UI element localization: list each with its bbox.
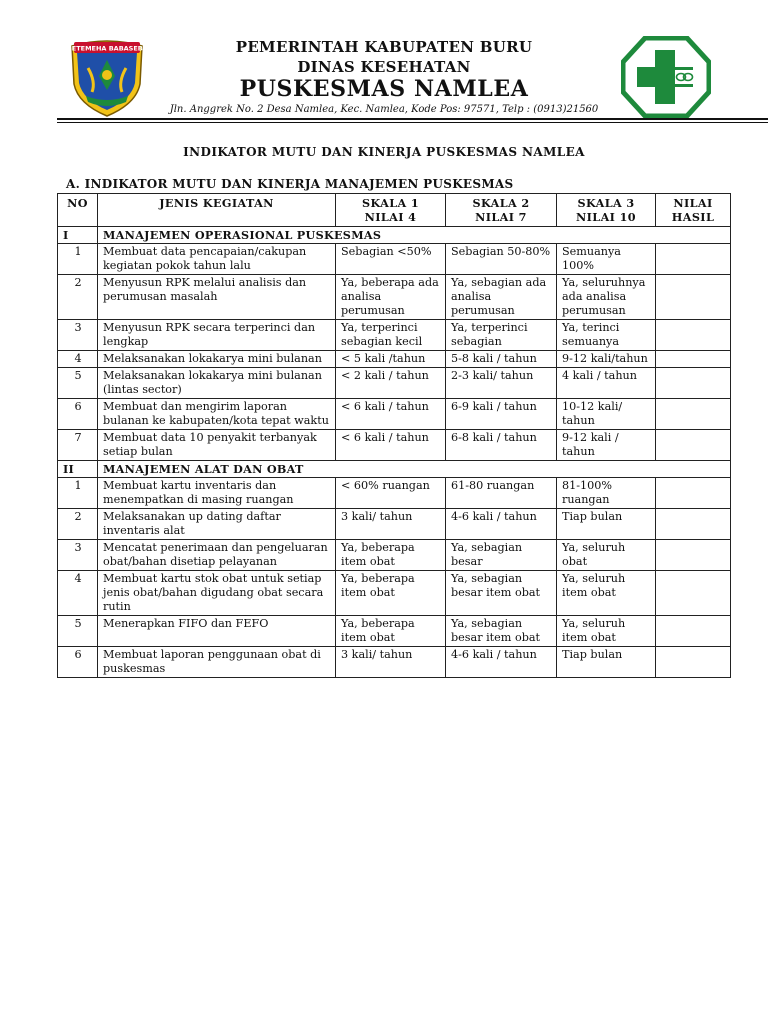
cell-no: 5 [58, 616, 98, 647]
cell-nilai-hasil [656, 430, 731, 461]
cell-skala-3: Tiap bulan [557, 509, 656, 540]
cell-skala-1: 3 kali/ tahun [336, 647, 446, 678]
indicator-table [57, 193, 731, 678]
cell-skala-1: < 6 kali / tahun [336, 399, 446, 430]
header-no: NO [58, 194, 98, 227]
cell-nilai-hasil [656, 320, 731, 351]
table-row [58, 275, 731, 320]
table-row [58, 509, 731, 540]
cell-kegiatan: Melaksanakan lokakarya mini bulanan [98, 351, 336, 368]
letterhead-divider-thin [57, 122, 768, 123]
cell-no: 4 [58, 351, 98, 368]
cell-kegiatan: Melaksanakan lokakarya mini bulanan (lintas sector) [98, 368, 336, 399]
document-title: INDIKATOR MUTU DAN KINERJA PUSKESMAS NAMLEA [183, 145, 585, 159]
cell-skala-2: 6-8 kali / tahun [446, 430, 557, 461]
cell-skala-1: Ya, beberapa item obat [336, 540, 446, 571]
cell-no: 1 [58, 244, 98, 275]
cell-no: 2 [58, 509, 98, 540]
cell-kegiatan: Membuat kartu stok obat untuk setiap jenis obat/bahan digudang obat secara rutin [98, 571, 336, 616]
cell-skala-3: Ya, seluruh item obat [557, 571, 656, 616]
cell-skala-2: 4-6 kali / tahun [446, 509, 557, 540]
letterhead [0, 0, 768, 125]
cell-nilai-hasil [656, 509, 731, 540]
section-heading: MANAJEMEN OPERASIONAL PUSKESMAS [98, 227, 731, 244]
header-skala-3: SKALA 3 NILAI 10 [557, 194, 656, 227]
cell-nilai-hasil [656, 368, 731, 399]
section-number: II [58, 461, 98, 478]
cell-no: 3 [58, 320, 98, 351]
cell-skala-3: 4 kali / tahun [557, 368, 656, 399]
cell-skala-1: < 6 kali / tahun [336, 430, 446, 461]
table-row [58, 430, 731, 461]
cell-skala-2: Sebagian 50-80% [446, 244, 557, 275]
cell-kegiatan: Menerapkan FIFO dan FEFO [98, 616, 336, 647]
table-row [58, 320, 731, 351]
cell-nilai-hasil [656, 399, 731, 430]
cell-skala-1: < 60% ruangan [336, 478, 446, 509]
table-row [58, 368, 731, 399]
cell-skala-1: 3 kali/ tahun [336, 509, 446, 540]
cell-no: 5 [58, 368, 98, 399]
cell-skala-3: Ya, seluruh item obat [557, 616, 656, 647]
cell-skala-3: Ya, seluruh obat [557, 540, 656, 571]
cell-nilai-hasil [656, 540, 731, 571]
cell-no: 1 [58, 478, 98, 509]
section-header-row [58, 461, 731, 478]
cell-skala-3: 10-12 kali/ tahun [557, 399, 656, 430]
table-row [58, 351, 731, 368]
cell-no: 7 [58, 430, 98, 461]
cell-nilai-hasil [656, 244, 731, 275]
header-jenis-kegiatan: JENIS KEGIATAN [98, 194, 336, 227]
cell-skala-3: 9-12 kali / tahun [557, 430, 656, 461]
address-line: Jln. Anggrek No. 2 Desa Namlea, Kec. Namlea, Kode Pos: 97571, Telp : (0913)21560 [169, 104, 599, 115]
cell-skala-2: Ya, sebagian ada analisa perumusan [446, 275, 557, 320]
table-row [58, 399, 731, 430]
institution-name: PUSKESMAS NAMLEA [239, 76, 529, 102]
cell-no: 4 [58, 571, 98, 616]
cell-no: 6 [58, 647, 98, 678]
cell-skala-1: Ya, beberapa item obat [336, 571, 446, 616]
cell-kegiatan: Membuat dan mengirim laporan bulanan ke kabupaten/kota tepat waktu [98, 399, 336, 430]
cell-skala-1: Sebagian <50% [336, 244, 446, 275]
section-heading: MANAJEMEN ALAT DAN OBAT [98, 461, 731, 478]
government-name: PEMERINTAH KABUPATEN BURU [235, 38, 533, 56]
cell-kegiatan: Menyusun RPK melalui analisis dan perumusan masalah [98, 275, 336, 320]
cell-nilai-hasil [656, 478, 731, 509]
cell-kegiatan: Melaksanakan up dating daftar inventaris alat [98, 509, 336, 540]
cell-kegiatan: Mencatat penerimaan dan pengeluaran obat/bahan disetiap pelayanan [98, 540, 336, 571]
table-row [58, 616, 731, 647]
cell-skala-3: Ya, seluruhnya ada analisa perumusan [557, 275, 656, 320]
cell-skala-2: 61-80 ruangan [446, 478, 557, 509]
cell-nilai-hasil [656, 647, 731, 678]
cell-kegiatan: Membuat laporan penggunaan obat di puskesmas [98, 647, 336, 678]
cell-no: 6 [58, 399, 98, 430]
cell-skala-3: Tiap bulan [557, 647, 656, 678]
cell-kegiatan: Menyusun RPK secara terperinci dan lengkap [98, 320, 336, 351]
cell-skala-3: Ya, terinci semuanya [557, 320, 656, 351]
cell-skala-1: Ya, terperinci sebagian kecil [336, 320, 446, 351]
letterhead-divider-thick [57, 118, 768, 120]
table-row [58, 244, 731, 275]
header-skala-2: SKALA 2 NILAI 7 [446, 194, 557, 227]
cell-nilai-hasil [656, 616, 731, 647]
cell-skala-3: Semuanya 100% [557, 244, 656, 275]
cell-kegiatan: Membuat data pencapaian/cakupan kegiatan pokok tahun lalu [98, 244, 336, 275]
cell-skala-1: Ya, beberapa item obat [336, 616, 446, 647]
cell-kegiatan: Membuat kartu inventaris dan menempatkan di masing ruangan [98, 478, 336, 509]
table-row [58, 478, 731, 509]
cell-skala-1: < 2 kali / tahun [336, 368, 446, 399]
table-header-row [58, 194, 731, 227]
cell-skala-2: Ya, terperinci sebagian [446, 320, 557, 351]
cell-no: 2 [58, 275, 98, 320]
header-skala-1: SKALA 1 NILAI 4 [336, 194, 446, 227]
table-row [58, 647, 731, 678]
section-header-row [58, 227, 731, 244]
cell-skala-2: 6-9 kali / tahun [446, 399, 557, 430]
header-nilai-hasil: NILAI HASIL [656, 194, 731, 227]
cell-skala-2: 4-6 kali / tahun [446, 647, 557, 678]
section-number: I [58, 227, 98, 244]
table-row [58, 540, 731, 571]
cell-kegiatan: Membuat data 10 penyakit terbanyak setiap bulan [98, 430, 336, 461]
table-row [58, 571, 731, 616]
cell-nilai-hasil [656, 351, 731, 368]
cell-skala-2: Ya, sebagian besar item obat [446, 571, 557, 616]
cell-skala-2: Ya, sebagian besar item obat [446, 616, 557, 647]
svg-text:BETEMEHA BABASEBE: BETEMEHA BABASEBE [66, 44, 148, 53]
cell-no: 3 [58, 540, 98, 571]
cell-nilai-hasil [656, 571, 731, 616]
cell-skala-1: Ya, beberapa ada analisa perumusan [336, 275, 446, 320]
cell-skala-3: 9-12 kali/tahun [557, 351, 656, 368]
section-title: A. INDIKATOR MUTU DAN KINERJA MANAJEMEN PUSKESMAS [66, 177, 514, 191]
department-name: DINAS KESEHATAN [297, 58, 471, 76]
cell-skala-2: 2-3 kali/ tahun [446, 368, 557, 399]
cell-skala-2: Ya, sebagian besar [446, 540, 557, 571]
puskesmas-cross-logo-icon [621, 36, 711, 118]
cell-skala-3: 81-100% ruangan [557, 478, 656, 509]
cell-skala-2: 5-8 kali / tahun [446, 351, 557, 368]
cell-nilai-hasil [656, 275, 731, 320]
cell-skala-1: < 5 kali /tahun [336, 351, 446, 368]
